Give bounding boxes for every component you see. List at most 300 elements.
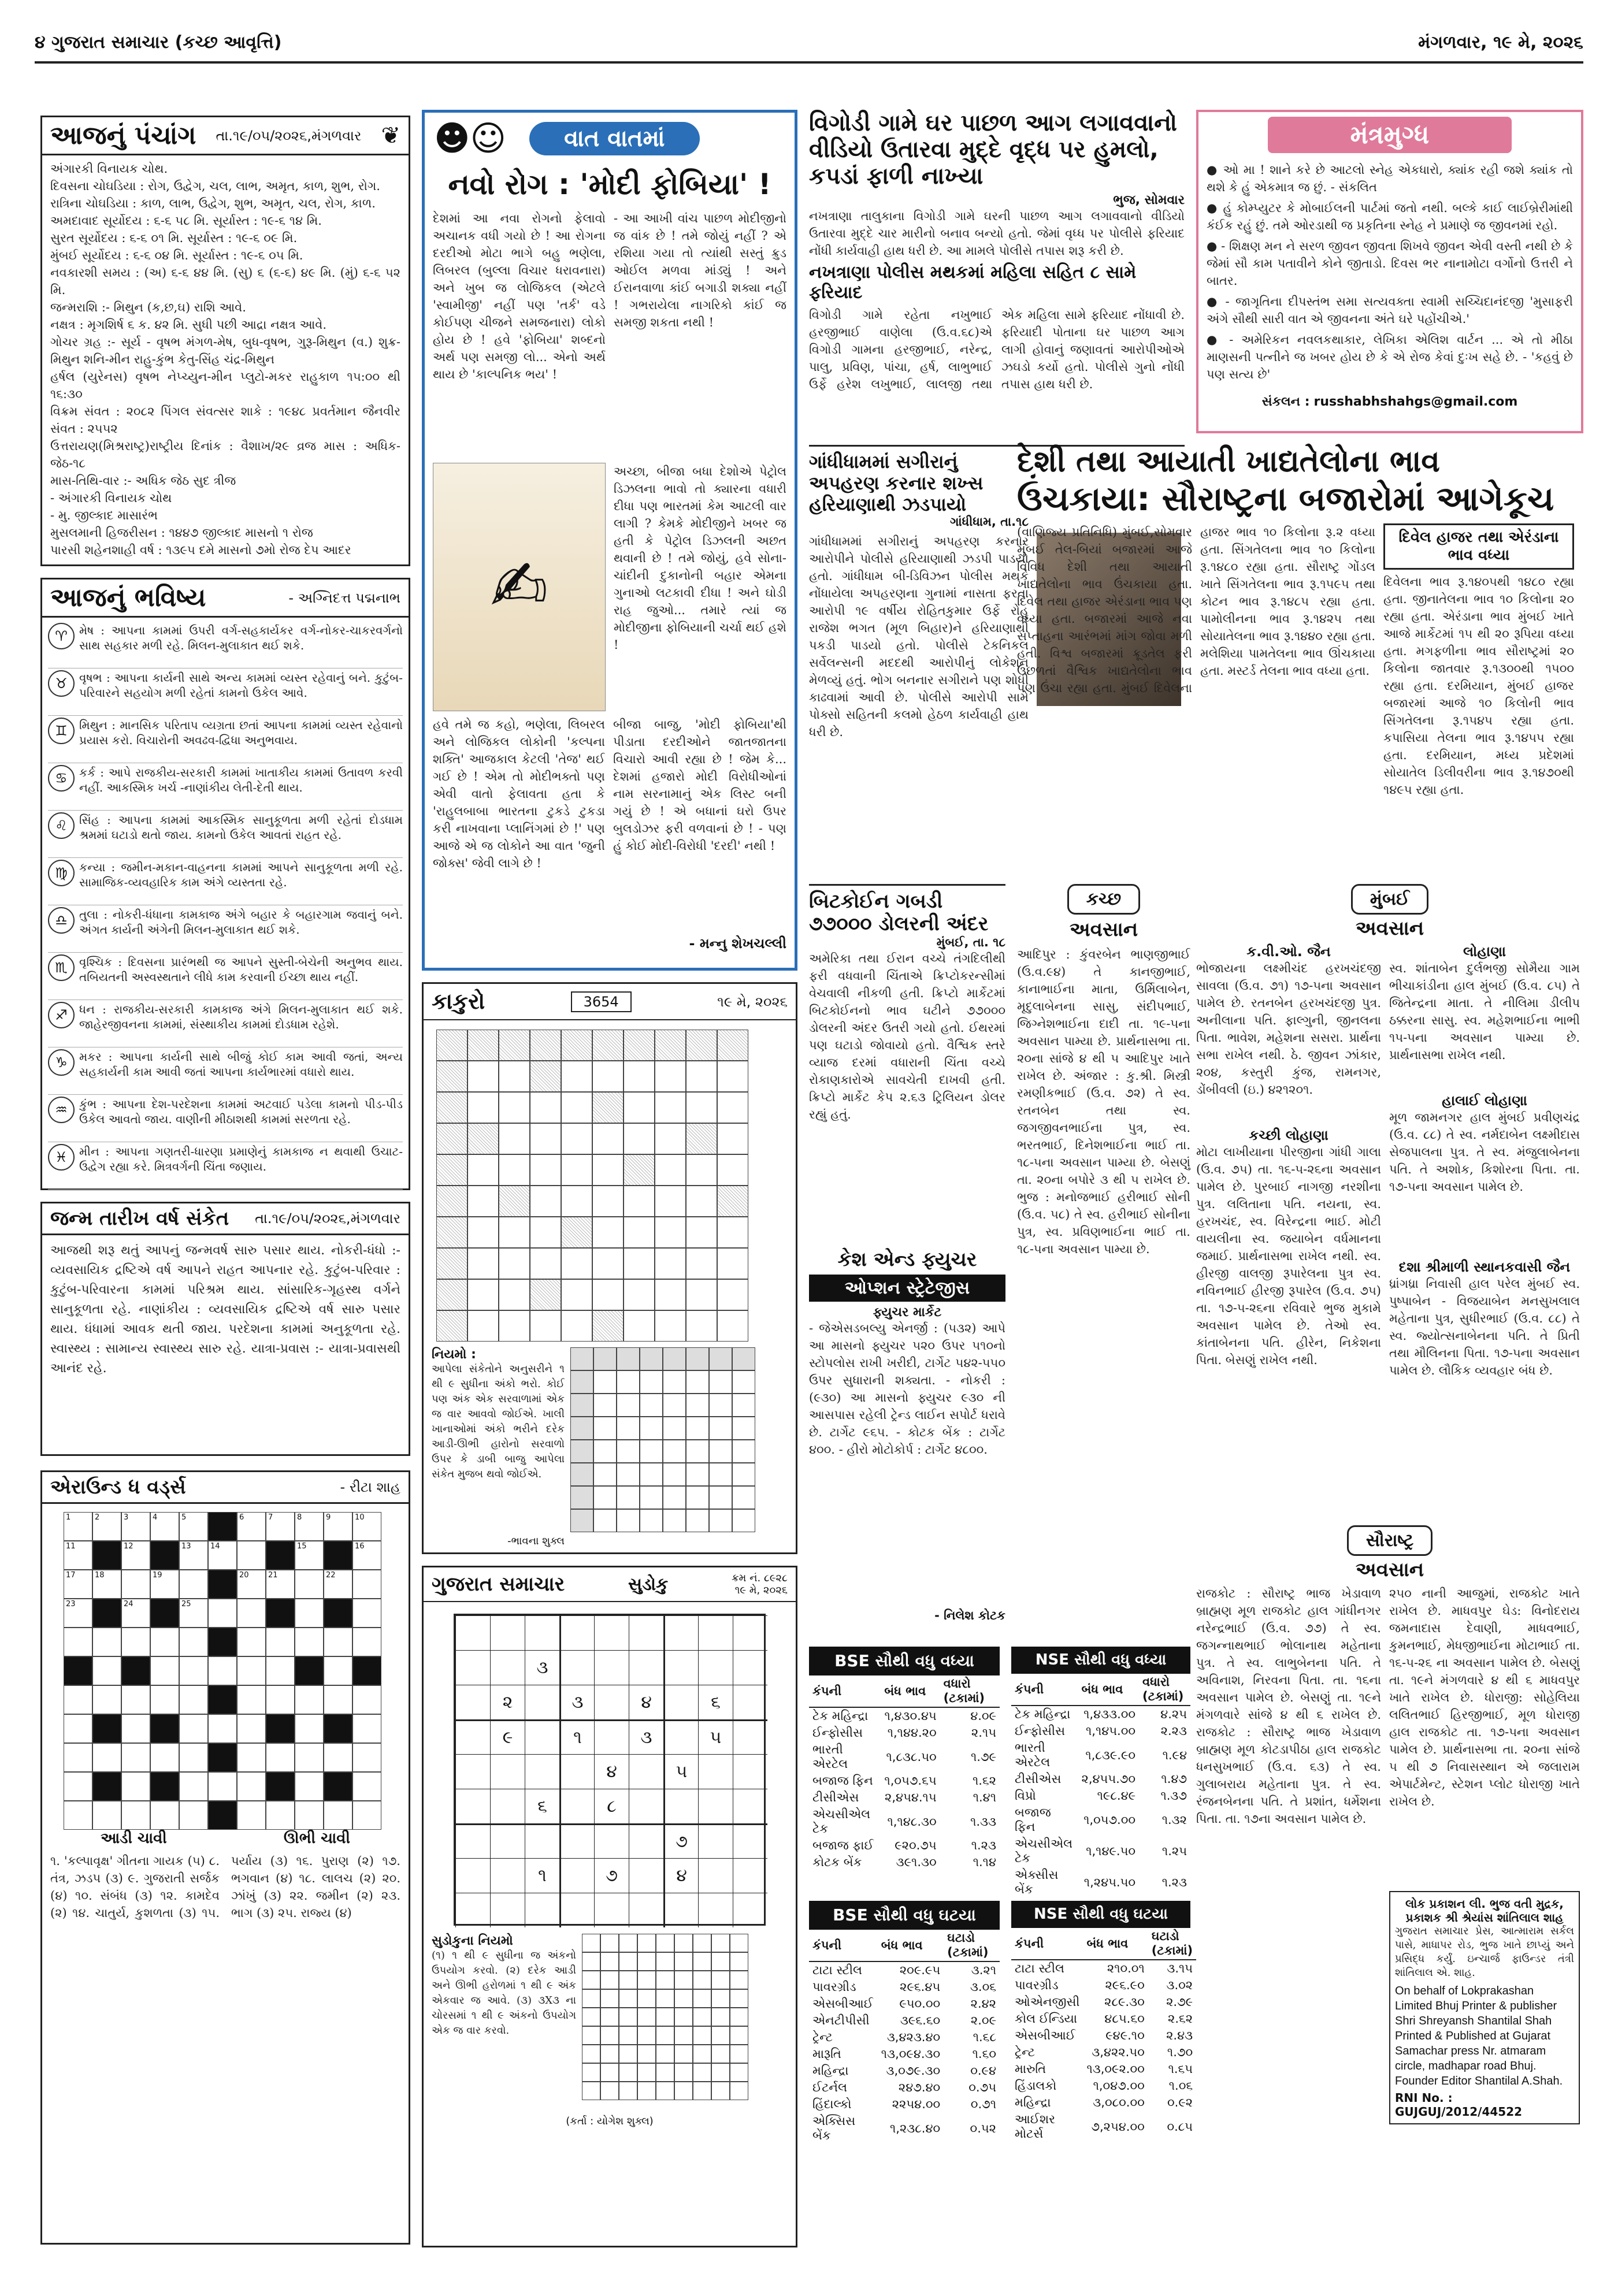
bhavishya-row [48,1000,403,1047]
table-row [809,1961,1000,1979]
kakuro-solution-cell [640,1370,663,1394]
sudoku-cell: ૨ [490,1685,525,1719]
crossword-header [42,1472,409,1504]
crossword-cell: 22 [324,1570,352,1599]
kakuro-cell [467,1061,499,1092]
crossword-title: એરાઉન્ડ ધ વર્ડ્સ [50,1476,186,1499]
kakuro-solution-cell [640,1509,663,1532]
sudoku-solution-cell [711,2082,730,2100]
sudoku-cell [698,1650,733,1685]
sudoku-solution-cell [637,2045,656,2063]
mantra-item: ● - અમેરિકન નવલકથાકાર, લેખિકા એલિશ વાર્ટન ... એ તો મીઠા માણસની પત્નીને જ ખબર હોય છે કે એ રોજ કેવાં દુઃખ સહે છે. - 'કહવું છે પણ સત્ય છે' [1207,333,1573,381]
sudoku-date: ૧૯ મે, ૨૦૨૬ [734,1584,788,1596]
kakuro-cell [624,1310,655,1342]
kakuro-cell [717,1123,748,1154]
table-row [809,2012,1000,2029]
zodiac-icon: ♏ [48,954,75,981]
kakuro-solution-cell [570,1463,593,1486]
panchang-date: તા.૧૯/૦૫/૨૦૨૬,મંગળવાર [216,127,362,144]
kakuro-solution-cell [570,1347,593,1370]
sudoku-solution-cell [582,1934,600,1952]
sudoku-cell [698,1789,733,1823]
bhavishya-text: મિથુન : માનસિક પરિતાપ વ્યગ્રતા છતાં આપના કામમાં વ્યસ્ત રહેવાનો પ્રયાસ કરો. વિચારોની અવઢવ-દ્વિધા અનુભવાય. [79,718,403,747]
sudoku-solution-cell [656,2045,674,2063]
imprint-guj-text: ગુજરાત સમાચાર પ્રેસ, આત્મારામ સર્કલ પાસે, માધાપર રોડ, ભુજ ખાતે છાપ્યું અને પ્રસિદ્ધ કર્યું. ઇન્ચાર્જ ફાઉન્ડર તંત્રી શાંતિલાલ એ. શાહ. [1395,1925,1574,1979]
sudoku-cell [594,1685,629,1719]
table-header-cell: બંધ ભાવ [1078,1674,1140,1706]
bhavishya-row [48,1095,403,1142]
sudoku-solution-cell [637,1989,656,2008]
bhavishya-row [48,905,403,953]
sudoku-cell [594,1615,629,1650]
kakuro-cell [467,1310,499,1342]
sudoku-solution-cell [637,2082,656,2100]
saurashtra-text2: ૨૫૦ નાની આજુમાં, રાજકોટ ખાતે રાખેલ છે. માધવપુર ઘેડ: વિનોદરાય જમનાદાસ દેવાણી, માધવભાઈ, કુમનભાઈ, મેધજીભાઈના મોટાભાઈ તા. ૧૬-૫-૨૬ ના અવસાન પામેલ છે. બેસણું તા. ૧૯ને મંગળવારે ૪ થી ૬ માધવપુર ખાતે રાખેલ છે. ધોરાજી: સોહેલિયા લલિતભાઈ હિરજીભાઈ, મૂળ ધોરાજી હાલ રાજકોટ તા. ૧૭-૫ના અવસાન પામેલ છે. પ્રાર્થનાસભા તા. ૨૦ના સાંજે ૫ થી ૭ નિવાસસ્થાન એ જલારામ એપાર્ટમેન્ટ, સ્ટેશન પ્લોટ ધોરાજી ખાતે રાખેલ છે. [1389,1587,1580,1808]
sudoku-solution-cell [693,2082,711,2100]
crossword-cell: 23 [64,1599,92,1628]
kakuro-rules-box [432,1347,565,1547]
oil-right [1383,523,1574,827]
table-cell: હિંડાલકો [1015,2079,1057,2093]
table-cell: ૩.૦૬ [970,1980,996,1994]
sudoku-solution-cell [582,1971,600,1989]
table-cell: એસબીઆઈ [1015,2028,1075,2042]
mantra-box [1196,110,1583,433]
sudoku-solution-cell [600,2063,619,2082]
kakuro-cell [499,1123,530,1154]
crossword-cell [295,1801,324,1830]
sudoku-cell [455,1893,490,1927]
sudoku-solution-cell [637,2063,656,2082]
sudoku-rules-title: સુડોકુના નિયમો [432,1934,513,1948]
table-row [1011,1867,1190,1898]
crossword-cell [352,1743,381,1772]
panchang-title: આજનું પંચાંગ [50,121,196,150]
kakuro-cell [592,1279,624,1310]
table-row [809,1741,1000,1773]
panchang-line: જન્મરાશિ :- મિથુન (ક,છ,ઘ) રાશિ આવે. [50,300,246,314]
sudoku-cell [525,1719,559,1754]
crossword-cell [64,1714,92,1743]
vigodi-text: નખત્રાણા તાલુકાના વિગોડી ગામે ઘરની પાછળ આગ લગાવવાનો વીડિયો ઉતારવા મુદ્દે ચાર મારીનો બનાવ બન્યો હતો. જેમાં વૃધ્ધ પર પોલીસે ફરિયાદ નોંધી કાર્યવાહી હાથ ધરી છે. આ મામલે પોલીસે તપાસ શરૂ કરી છે. [809,209,1185,258]
table-cell: ૧.૯૪ [1162,1748,1187,1762]
kakuro-cell [530,1279,561,1310]
sudoku-cell [594,1893,629,1927]
table-header-row [809,1930,1000,1961]
kakuro-solution-cell [709,1486,732,1509]
sudoku-solution-cell [674,1952,693,1971]
crossword-cell [237,1628,266,1656]
crossword-cell [208,1685,237,1714]
crossword-cell [266,1772,295,1801]
sudoku-solution-cell [619,2063,637,2082]
sudoku-cell: ૪ [594,1754,629,1789]
kakuro-cell [436,1186,467,1217]
crossword-cell [179,1743,208,1772]
sudoku-solution-cell [656,1989,674,2008]
sudoku-title: ગુજરાત સમાચાર [432,1573,565,1596]
table-cell: ૧.૬૫ [1168,2062,1193,2076]
table-cell: ૧.૨૩ [1161,1875,1187,1889]
mantra-contact[interactable]: russhabhshahgs@gmail.com [1313,395,1518,409]
kakuro-cell [624,1123,655,1154]
table-cell: ૩,૦૮૦.૦૦ [1093,2096,1145,2109]
panchang-line: નક્ષત્ર : મૃગશિર્ષ ૬ ક. ૪૨ મિ. સુધી પછી આદ્રા નક્ષત્ર આવે. [50,318,327,332]
crossword-cell [352,1599,381,1628]
table-cell: ૨.૪૨ [970,1997,996,2011]
table-header-cell: કંપની [1011,1928,1083,1960]
table-cell: ૦.૫૨ [970,2121,996,2135]
sudoku-cell [490,1893,525,1927]
sudoku-cell [698,1754,733,1789]
sudoku-solution-cell [693,2063,711,2082]
kakuro-cell [655,1030,686,1061]
kakuro-title: કાકુરો [432,989,485,1014]
table-cell: ૨.૭૯ [1166,1995,1193,2009]
bse-up-table [809,1675,1000,1871]
kakuro-solution-cell [570,1440,593,1463]
crossword-cell [92,1599,121,1628]
table-cell: ૧,૦૫૭.૦૦ [1083,1812,1136,1827]
faces-icon: ☻☺ [434,118,507,159]
crossword-cell [64,1685,92,1714]
kakuro-solution-cell [686,1486,709,1509]
kakuro-solution-cell [663,1347,686,1370]
kakuro-cell [530,1217,561,1248]
kakuro-solution-cell [663,1463,686,1486]
kakuro-rules: આપેલા સંકેતોને અનુસરીને ૧ થી ૯ સુધીના અંકો ભરો. કોઈ પણ અંક એક સરવાળામાં એક જ વાર આવવો જોઈએ. ખાલી ખાનાઓમાં અંકો ભરીને દરેક આડી-ઊભી હારોનો સરવાળો ઉપર કે ડાબી બાજુ આપેલા સંકેત મુજબ થવો જોઈએ. [432,1363,565,1480]
kakuro-solution-cell [663,1486,686,1509]
table-cell: ઓએનજીસી [1015,1995,1080,2009]
table-cell: એક્સિસ બેંક [812,2114,856,2142]
crossword-cell: 25 [179,1599,208,1628]
table-cell: હિંદાલ્કો [812,2097,852,2111]
bhavishya-text: વૃશ્ચિક : દિવસના પ્રારંભથી જ આપને સુસ્તી-બેચેની અનુભવ થાય. તબિયતની અસ્વસ્થતાને લીધે કામ કરવાની ઈચ્છા થાય નહીં. [79,955,403,984]
kakuro-solution-grid [570,1347,778,1544]
crossword-cell [352,1628,381,1656]
kakuro-cell [686,1186,717,1217]
sudoku-cell [455,1858,490,1893]
sudoku-cell: ૫ [698,1719,733,1754]
crossword-cell: 17 [64,1570,92,1599]
table-cell: ૧૩,૦૯૨.૦૦ [1086,2062,1145,2076]
kakuro-cell [624,1279,655,1310]
table-header-cell: કંપની [809,1675,881,1707]
kakuro-cell [561,1248,592,1279]
kakuro-cell [655,1248,686,1279]
table-header-cell: બંધ ભાવ [881,1675,940,1707]
kakuro-cell [592,1092,624,1123]
vaat-cols-2 [425,463,795,711]
crossword-cell [179,1685,208,1714]
sudoku-solution-cell [619,1989,637,2008]
crossword-cell [295,1714,324,1743]
kakuro-solution-cell [709,1509,732,1532]
kakuro-cell [530,1310,561,1342]
mumbai-obit-title: અવસાન [1355,917,1424,940]
table-cell: વિપ્રો [1015,1789,1036,1803]
table-row [809,1837,1000,1854]
crossword-cell [324,1628,352,1656]
table-cell: ૧.૨૫ [1161,1844,1187,1858]
sudoku-cell [663,1615,698,1650]
kakuro-solution-cell [593,1509,617,1532]
sudoku-solution-cell [637,1952,656,1971]
kutch-obit [1017,884,1190,1635]
crossword-cell: 3 [121,1512,150,1541]
crossword-cell [208,1599,237,1628]
crossword-cell [150,1599,179,1628]
table-cell: ૧,૧૪૯.૫૦ [1086,1844,1136,1858]
panchang-line: હર્ષલ (યુરેનસ) વૃષભ નેપ્ચ્યુન-મીન પ્લુટો-મકર રાહુકાળ ૧૫:૦૦ થી ૧૬:૩૦ [50,370,400,401]
vaat-col5: બીજા બાજુ, 'મોદી ફોબિયા'થી પીડાતા દરદીઓને જાતજાતના વિચારો આવી રહ્યા છે ! જેમ કે... દેશમાં હજારો મોદી વિરોધીઓનાં નામ સરનામાનું એક લિસ્ટ બની ગયું છે ! એ બધાનાં ઘરો ઉપર બુલડોઝર ફરી વળવાનાં છે ! - પણ હું કોઈ મોદી-વિરોધી 'દરદી' નથી ! [613,717,786,853]
crossword-cell [179,1772,208,1801]
table-header-cell: વધારો (ટકામાં) [940,1675,1000,1707]
crossword-cell [295,1772,324,1801]
crossword-cell [324,1772,352,1801]
cash-future [809,1248,1005,1641]
sudoku-cell: ૫ [663,1754,698,1789]
sudoku-cell [559,1823,594,1858]
kakuro-cell [655,1092,686,1123]
crossword-cell [92,1541,121,1570]
sudoku-cell [698,1823,733,1858]
sudoku-cell [629,1754,663,1789]
bhavishya-title: આજનું ભવિષ્ય [50,583,206,612]
table-row [809,1725,1000,1741]
mumbai-obit-head [1196,884,1583,940]
table-cell: એનટીપીસી [812,2013,870,2027]
header-right: મંગળવાર, ૧૯ મે, ૨૦૨૬ [1418,32,1583,53]
sudoku-cell [559,1754,594,1789]
sudoku-credit: (કર્તા : યોગેશ શુક્લ) [566,2115,654,2127]
kakuro-cell [436,1092,467,1123]
cash-section: ફ્યુચર માર્કેટ [873,1305,942,1320]
saurashtra-head [1196,1525,1583,1581]
table-cell: ૪.૨૫ [1160,1707,1187,1721]
sudoku-cell [629,1893,663,1927]
bhavishya-header [42,579,409,618]
cash-text: - જેએસડબલ્યુ એનર્જી : (૫૩૨) આપે આ માસનો ફ્યુચર ૫૨૦ ઉપર ૫૧૦નો સ્ટોપલોસ રાખી ખરીદી, ટાર્ગેટ ૫૪૨-૫૫૦ ઉપર સુધારાની શક્યતા. - નોકરી : (૯૩૦) આ માસનો ફ્યુચર ૯૩૦ ની આસપાસ રહેલી ટ્રેન્ડ લાઈન સપોર્ટ ધરાવે છે. ટાર્ગેટ ૯૬૫. - કોટક બેંક : ટાર્ગેટ ૪૦૦. - હીરો મોટોકોર્પ : ટાર્ગેટ ૪૮૦૦. [809,1321,1005,1457]
sudoku-solution-cell [619,2026,637,2045]
sudoku-solution-cell [674,1971,693,1989]
nse-up-table [1011,1674,1190,1898]
crossword-cell [64,1743,92,1772]
table-cell: ૧,૪૩૩.૦૦ [1083,1707,1136,1721]
table-cell: ૧.૬૮ [973,2030,996,2044]
gandhidham-dateline: ગાંધીધામ, તા.૧૮ [950,515,1029,529]
kakuro-cell [592,1217,624,1248]
oil-body [1017,523,1583,827]
kakuro-cell [530,1123,561,1154]
kakuro-cell [436,1217,467,1248]
cash-author: - નિલેશ કોટક [934,1608,1005,1622]
table-cell: ટીસીએસ [812,1790,859,1804]
sudoku-cell [629,1650,663,1685]
sudoku-rules-box [432,1934,576,2107]
table-row [1011,2111,1196,2142]
table-cell: ૦.૮૫ [1167,2119,1193,2134]
oil-headline1: દેશી તથા આયાતી ખાદ્યતેલોના ભાવ [1017,444,1440,479]
table-cell: આઈશર મોટર્સ [1015,2112,1055,2141]
crossword-cell [295,1743,324,1772]
imprint-guj-title: લોક પ્રકાશન લી. ભુજ વતી મુદ્રક, પ્રકાશક શ્રી શ્રેયાંસ શાંતિલાલ શાહ [1405,1897,1564,1925]
sudoku-cell [733,1754,767,1789]
mumbai-obit-body [1196,943,1583,1496]
table-cell: ૩,૦૭૯.૩૦ [886,2064,941,2078]
kakuro-solution-cell [732,1486,755,1509]
sudoku-cell: ૪ [663,1858,698,1893]
kakuro-solution-cell [617,1347,640,1370]
sudoku-cell [525,1893,559,1927]
table-cell: બજાજ ફિન [812,1774,873,1788]
crossword-cell [324,1743,352,1772]
table-cell: ૧.૩૨ [1161,1812,1187,1827]
kakuro-cell [436,1310,467,1342]
kakuro-solution-cell [732,1370,755,1394]
crossword-cell [266,1656,295,1685]
sudoku-solution-grid [582,1934,778,2107]
kakuro-solution-cell [686,1440,709,1463]
kakuro-cell [686,1061,717,1092]
kakuro-solution-cell [593,1370,617,1394]
zodiac-icon: ♊ [48,718,75,744]
crossword-cell: 9 [324,1512,352,1541]
crossword-cell [208,1570,237,1599]
sudoku-solution-cell [693,2008,711,2026]
kakuro-cell [686,1154,717,1186]
table-cell: ૧.૩૩ [970,1814,996,1829]
crossword-cell [208,1656,237,1685]
nse-up-box [1011,1647,1190,1896]
zodiac-icon: ♑ [48,1049,75,1076]
vaat-col2: - આ આખી વાંચ પાછળ મોદીજીનો જ વાંક છે ! તમે જોયું નહીં ? એ રશિયા ગયા તો ત્યાંથી સસ્તું ક્રુડ ઓઈલ મળવા માંડ્યું ! અને ઈરાનવાળા કાંઈ બગાડી શક્યા નહીં ! ગભરાયેલા નાગરિકો કાંઈ જ સમજી શકતા નથી ! [614,211,786,329]
crossword-cell [352,1772,381,1801]
kakuro-credit: -ભાવના શુક્લ [507,1535,565,1547]
table-row [1011,1723,1190,1740]
table-cell: ૨૦૯.૯૫ [899,1963,941,1977]
sudoku-cell [525,1823,559,1858]
table-cell: એક્સીસ બેંક [1015,1868,1059,1896]
kakuro-cell [499,1154,530,1186]
table-row [809,2096,1000,2113]
mumbai-obit [1196,884,1583,1519]
oil-box-head: દિવેલ હાજર તથા એરંડાના ભાવ વધ્યા [1383,523,1574,570]
bhavishya-text: મેષ : આપના કામમાં ઉપરી વર્ગ-સહકાર્યકર વર્ગ-નોકર-ચાકરવર્ગનો સાથ સહકાર મળી રહે. મિલન-મુલાકાત થઈ શકે. [79,623,403,652]
sudoku-solution-cell [693,1989,711,2008]
panchang-header [42,117,409,155]
crossword-cell [64,1772,92,1801]
kakuro-solution-cell [640,1347,663,1370]
table-header-row [809,1675,1000,1707]
kakuro-solution-cell [732,1440,755,1463]
crossword-cell: 5 [179,1512,208,1541]
panchang-line: દિવસના ચોઘડિયા : રોગ, ઉદ્વેગ, ચલ, લાભ, અમૃત, કાળ, શુભ, રોગ. [50,179,380,193]
kakuro-solution-cell [732,1417,755,1440]
table-cell: પાવરગ્રીડ [812,1980,856,1994]
mumbai-sub5: દશા શ્રીમાળી સ્થાનકવાસી જૈન [1398,1259,1571,1275]
table-header-cell: બંધ ભાવ [878,1930,944,1961]
kakuro-bottom [424,1342,796,1553]
sudoku-solution-cell [674,2026,693,2045]
table-cell: ૨૨૫૪.૦૦ [892,2097,941,2111]
sudoku-cell: ૬ [525,1789,559,1823]
sudoku-solution-cell [730,2026,748,2045]
table-cell: ૩૯૬.૬૦ [900,2013,941,2027]
zodiac-icon: ♈ [48,623,75,649]
sudoku-solution-cell [730,1971,748,1989]
kakuro-solution-cell [709,1440,732,1463]
table-cell: ૧,૮૩૮.૫૦ [886,1749,937,1764]
table-cell: ટ્રેન્ટ [812,2030,833,2044]
panchang-line: ગોચર ગ્રહ :- સૂર્ય - વૃષભ મંગળ-મેષ, બુધ-વૃષભ, ગુરૂ-મિથુન (વ.) શુક્ર-મિથુન શનિ-મીન રાહુ-કુંભ કેતુ-સિંહ ચંદ્ર-મિથુન [50,335,400,366]
sudoku-solution-cell [693,1971,711,1989]
kakuro-cell [561,1186,592,1217]
sudoku-solution-cell [656,1934,674,1952]
crossword-cell [352,1714,381,1743]
kakuro-solution-cell [732,1463,755,1486]
bhavishya-text: વૃષભ : આપના કાર્યની સાથે અન્ય કામમાં વ્યસ્ત રહેવાનું બને. કુટુંબ-પરિવારને સહયોગ મળી રહેતાં કામનો ઉકેલ આવે. [79,671,403,700]
sudoku-cell [490,1754,525,1789]
panchang-line: અમદાવાદ સૂર્યોદય : ૬-૬ ૫૮ મિ. સૂર્યાસ્ત : ૧૯-૬ ૧૪ મિ. [50,214,322,228]
sudoku-solution-cell [619,2008,637,2026]
sudoku-cell [629,1789,663,1823]
crossword-cell: 7 [266,1512,295,1541]
sudoku-solution-cell [619,1971,637,1989]
mantra-item: ● - જાગૃતિના દીપસ્તંભ સમા સત્યવક્તા સ્વામી સચ્ચિદાનંદજી 'મુસાફરી અંગે સૌથી સારી વાત એ જીવનના અંતે ઘરે પહોંચીએ.' [1207,295,1573,326]
page-header [35,23,1583,64]
crossword-cell [295,1599,324,1628]
table-cell: ૩,૪૨૨.૫૦ [1092,2045,1145,2059]
kakuro-solution-cell [617,1370,640,1394]
crossword-cell: 16 [352,1541,381,1570]
table-cell: ૧૩,૦૯૪.૩૦ [881,2047,941,2061]
bhavishya-box [40,578,410,1190]
kakuro-cell [592,1061,624,1092]
kakuro-cell [530,1092,561,1123]
table-cell: ૧.૪૧ [973,1790,996,1804]
kakuro-solution-cell [617,1509,640,1532]
kakuro-cell [561,1092,592,1123]
table-cell: ૩,૪૨૩.૪૦ [886,2030,941,2044]
cartoon-image: ✍ [433,463,606,711]
sudoku-solution-cell [730,1934,748,1952]
crossword-cell [92,1714,121,1743]
crossword-cell [208,1512,237,1541]
sudoku-cell [663,1719,698,1754]
kakuro-cell [686,1123,717,1154]
table-cell: ૨.૨૩ [1160,1724,1187,1738]
table-header-cell: ઘટાડો (ટકામાં) [1148,1928,1196,1960]
imprint-rni: RNI No. : GUJGUJ/2012/44522 [1395,2091,1523,2119]
kakuro-solution-cell [640,1463,663,1486]
kakuro-solution-cell [593,1394,617,1417]
sudoku-solution-cell [711,2008,730,2026]
crossword-cell [237,1656,266,1685]
kakuro-solution-cell [593,1463,617,1486]
mumbai-text3: સ્વ. શાંતાબેન દુર્લભજી સોમૈયા ગામ ભીચાકાંડીના હાલ મુંબઈ (ઉ.વ. ૮૫) તે જિતેન્દ્રના માતા. તે નીલિમા ડીલીપ ઠક્કરના સાસુ. સ્વ. મહેશભાઈના ભાભી ૧૫-૫ના અવસાન પામ્યા છે. પ્રાર્થનાસભા રાખેલ નથી. [1389,961,1580,1062]
panchang-line: - અંગારકી વિનાયક ચોથ [50,491,172,505]
sudoku-number: ક્રમ નં. ૮૯૨૮ [731,1572,788,1584]
table-row [1011,2078,1196,2094]
sudoku-cell: ૧ [559,1719,594,1754]
table-row [1011,2027,1196,2044]
sudoku-solution-cell [711,1952,730,1971]
oil-news [1017,445,1583,872]
bitcoin-text: અમેરિકા તથા ઈરાન વચ્ચે તંગદિલીથી ફરી વધવાની ચિંતાએ ક્રિપ્ટોકરન્સીમાં વેચવાલી નીકળી હતી. ક્રિપ્ટો માર્કેટમાં બિટકોઈનનો ભાવ ઘટીને ૭૭૦૦૦ ડોલરની અંદર ઉતરી ગયો હતો. ઈથરમાં પણ ઘટાડો જોવાયો હતો. વૈશ્વિક સ્તરે વ્યાજ દરમાં વધારાની ચિંતા વચ્ચે રોકાણકારોએ સાવચેતી દાખવી હતી. ક્રિપ્ટો માર્કેટ કેપ ૨.૬૩ ટ્રિલિયન ડોલર રહ્યું હતું. [809,952,1005,1122]
table-row [1011,2061,1196,2078]
nse-up-title: NSE સૌથી વધુ વધ્યા [1011,1647,1190,1674]
